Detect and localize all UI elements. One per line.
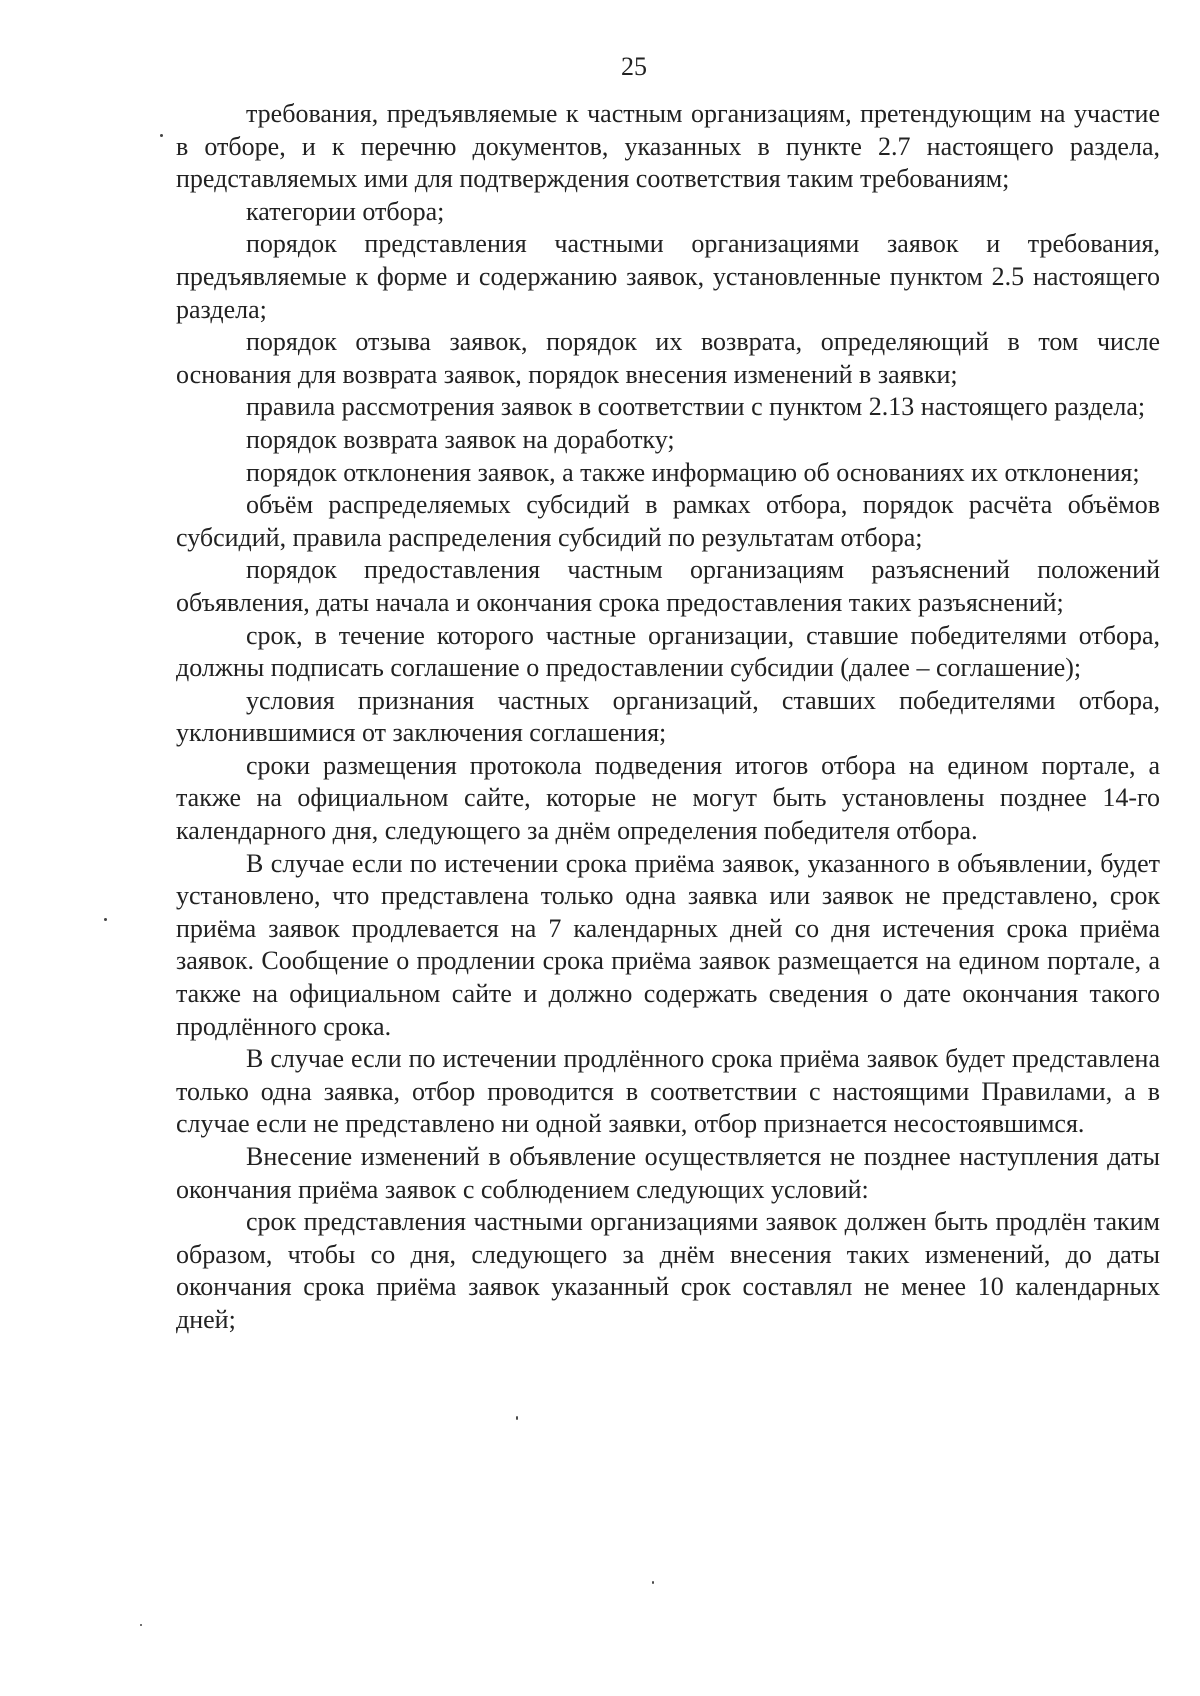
paragraph: категории отбора; bbox=[246, 196, 445, 226]
scan-speck bbox=[516, 1416, 518, 1420]
scan-speck bbox=[104, 918, 107, 921]
paragraph: В случае если по истечении срока приёма заявок, указанного в объявлении, будет установлено, что представлена только одна заявка или заявок не представлено, срок приёма заявок продлевается на 7 календарных дней со дня истечения срока приёма заявок. Сообщение о продлении срока приёма заявок размещается на едином портале, а также на официальном сайте и должно содержать сведения о дате окончания такого продлённого срока. bbox=[176, 848, 1160, 1041]
page-number: 25 bbox=[621, 52, 647, 81]
scan-speck bbox=[652, 1581, 654, 1584]
scan-speck bbox=[140, 1624, 142, 1626]
paragraph: порядок представления частными организациями заявок и требования, предъявляемые к форме и содержанию заявок, установленные пунктом 2.5 настоящего раздела; bbox=[176, 229, 1160, 324]
paragraph: В случае если по истечении продлённого срока приёма заявок будет представлена только одна заявка, отбор проводится в соответствии с настоящими Правилами, а в случае если не представлено ни одной заявки, отбор признается несостоявшимся. bbox=[176, 1044, 1160, 1139]
paragraph: объём распределяемых субсидий в рамках отбора, порядок расчёта объёмов субсидий, правила распределения субсидий по результатам отбора; bbox=[176, 490, 1160, 552]
scan-speck bbox=[160, 134, 163, 137]
paragraph: срок, в течение которого частные организации, ставшие победителями отбора, должны подписать соглашение о предоставлении субсидии (далее – соглашение); bbox=[176, 620, 1160, 683]
paragraph: порядок отзыва заявок, порядок их возврата, определяющий в том числе основания для возврата заявок, порядок внесения изменений в заявки; bbox=[176, 327, 1160, 389]
paragraph: срок представления частными организациями заявок должен быть продлён таким образом, чтобы со дня, следующего за днём внесения таких изменений, до даты окончания срока приёма заявок указанный срок составлял не менее 10 календарных дней; bbox=[176, 1207, 1160, 1334]
paragraph: требования, предъявляемые к частным организациям, претендующим на участие в отборе, и к перечню документов, указанных в пункте 2.7 настоящего раздела, представляемых ими для подтверждения соответствия таким требованиям; bbox=[176, 99, 1160, 194]
paragraph: порядок предоставления частным организациям разъяснений положений объявления, даты начала и окончания срока предоставления таких разъяснений; bbox=[176, 555, 1160, 617]
document-body bbox=[176, 98, 1160, 1337]
paragraph: порядок отклонения заявок, а также информацию об основаниях их отклонения; bbox=[246, 457, 1140, 487]
paragraph: правила рассмотрения заявок в соответствии с пунктом 2.13 настоящего раздела; bbox=[246, 392, 1146, 422]
paragraph: Внесение изменений в объявление осуществляется не позднее наступления даты окончания приёма заявок с соблюдением следующих условий: bbox=[176, 1142, 1160, 1204]
paragraph: порядок возврата заявок на доработку; bbox=[246, 424, 675, 454]
paragraph: условия признания частных организаций, ставших победителями отбора, уклонившимися от заключения соглашения; bbox=[176, 685, 1160, 748]
paragraph: сроки размещения протокола подведения итогов отбора на едином портале, а также на официальном сайте, которые не могут быть установлены позднее 14-го календарного дня, следующего за днём определения победителя отбора. bbox=[176, 750, 1160, 846]
